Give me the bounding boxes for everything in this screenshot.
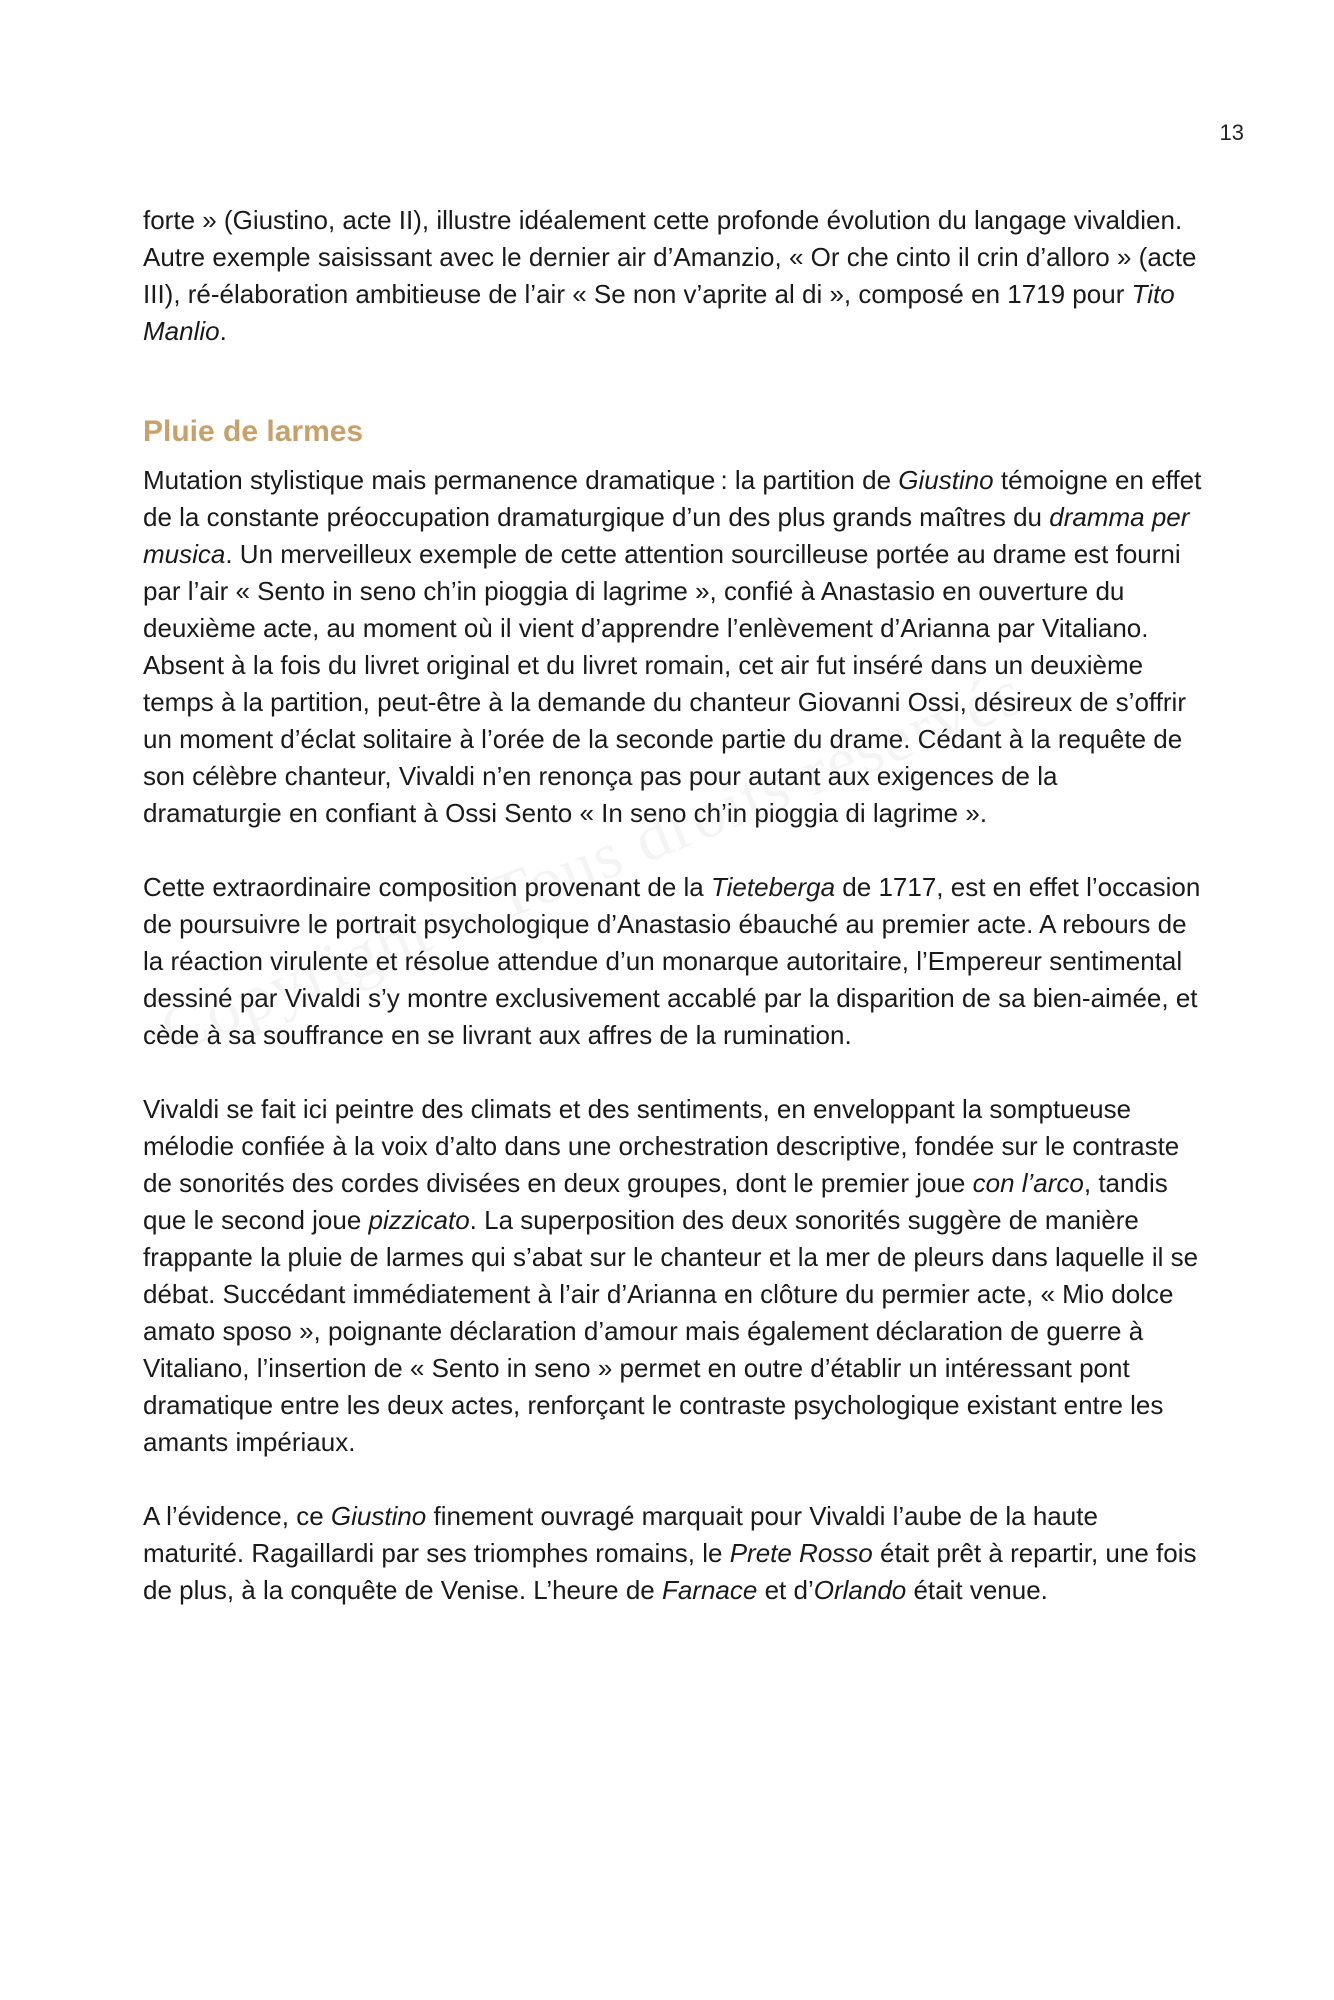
- page-number: 13: [1219, 120, 1244, 145]
- text-run: Vivaldi se fait ici peintre des climats et des sentiments, en enveloppant la somptueuse mélodie confiée à la voix d’alto dans une orchestration descriptive, fondée sur le contraste de sonorités des cordes divisées en deux groupes, dont le premier joue: [143, 1094, 1180, 1198]
- text-run: Cette extraordinaire composition provenant de la: [143, 872, 711, 902]
- text-run: était prêt à repartir, une fois de plus, à la conquête de Venise. L’heure de: [143, 1538, 1197, 1605]
- article-body: [143, 202, 1203, 1646]
- section-heading: Pluie de larmes: [143, 415, 364, 448]
- italic-text: Prete Rosso: [729, 1538, 873, 1568]
- italic-text: Orlando: [813, 1575, 907, 1605]
- text-run: . La superposition des deux sonorités suggère de manière frappante la pluie de larmes qui s’abat sur le chanteur et la mer de pleurs dans laquelle il se débat. Succédant immédiatement à l’air d’Arianna en clôture du permier acte, « Mio dolce amato sposo », poignante déclaration d’amour mais également déclaration de guerre à Vitaliano, l’insertion de « Sento in seno » permet en outre d’établir un intéressant pont dramatique entre les deux actes, renforçant le contraste psychologique existant entre les amants impériaux.: [143, 1205, 1199, 1457]
- text-run: . Un merveilleux exemple de cette attention sourcilleuse portée au drame est fourni par l’air « Sento in seno ch’in pioggia di lagrime », confié à Anastasio en ouverture du deuxième acte, au moment où il vient d’apprendre l’enlèvement d’Arianna par Vitaliano. Absent à la fois du livret original et du livret romain, cet air fut inséré dans un deuxième temps à la partition, peut-être à la demande du chanteur Giovanni Ossi, désireux de s’offrir un moment d’éclat solitaire à l’orée de la seconde partie du drame. Cédant à la requête de son célèbre chanteur, Vivaldi n’en renonça pas pour autant aux exigences de la dramaturgie en confiant à Ossi Sento « In seno ch’in pioggia di lagrime ».: [143, 539, 1186, 828]
- paragraph-3: [143, 869, 1203, 1054]
- text-run: .: [219, 316, 227, 346]
- text-run: témoigne en effet de la constante préoccupation dramaturgique d’un des plus grands maîtres du: [143, 465, 1202, 532]
- italic-text: Giustino: [330, 1501, 427, 1531]
- paragraph-5: [143, 1498, 1203, 1609]
- italic-text: pizzicato: [368, 1205, 470, 1235]
- italic-text: Giustino: [898, 465, 994, 495]
- paragraph-4: [143, 1091, 1203, 1461]
- text-run: et d’: [757, 1575, 814, 1605]
- text-run: Mutation stylistique mais permanence dramatique : la partition de: [143, 465, 899, 495]
- paragraph-2: [143, 462, 1203, 832]
- text-run: finement ouvragé marquait pour Vivaldi l’aube de la haute maturité. Ragaillardi par ses triomphes romains, le: [143, 1501, 1098, 1568]
- text-run: de 1717, est en effet l’occasion de poursuivre le portrait psychologique d’Anastasio ébauché au premier acte. A rebours de la réaction virulente et résolue attendue d’un monarque autoritaire, l’Empereur sentimental dessiné par Vivaldi s’y montre exclusivement accablé par la disparition de sa bien-aimée, et cède à sa souffrance en se livrant aux affres de la rumination.: [143, 872, 1201, 1050]
- text-run: était venue.: [906, 1575, 1048, 1605]
- italic-text: con l’arco: [972, 1168, 1084, 1198]
- text-run: forte » (Giustino, acte II), illustre idéalement cette profonde évolution du langage vivaldien. Autre exemple saisissant avec le dernier air d’Amanzio, « Or che cinto il crin d’alloro » (acte III), ré-élaboration ambitieuse de l’air « Se non v’aprite al di », composé en 1719 pour: [143, 205, 1197, 309]
- italic-text: Tieteberga: [711, 872, 836, 902]
- text-run: , tandis que le second joue: [143, 1168, 1168, 1235]
- italic-text: Tito Manlio: [143, 279, 1175, 346]
- italic-text: Farnace: [661, 1575, 758, 1605]
- text-run: A l’évidence, ce: [143, 1501, 331, 1531]
- paragraph-1: [143, 202, 1203, 350]
- italic-text: dramma per musica: [143, 502, 1190, 569]
